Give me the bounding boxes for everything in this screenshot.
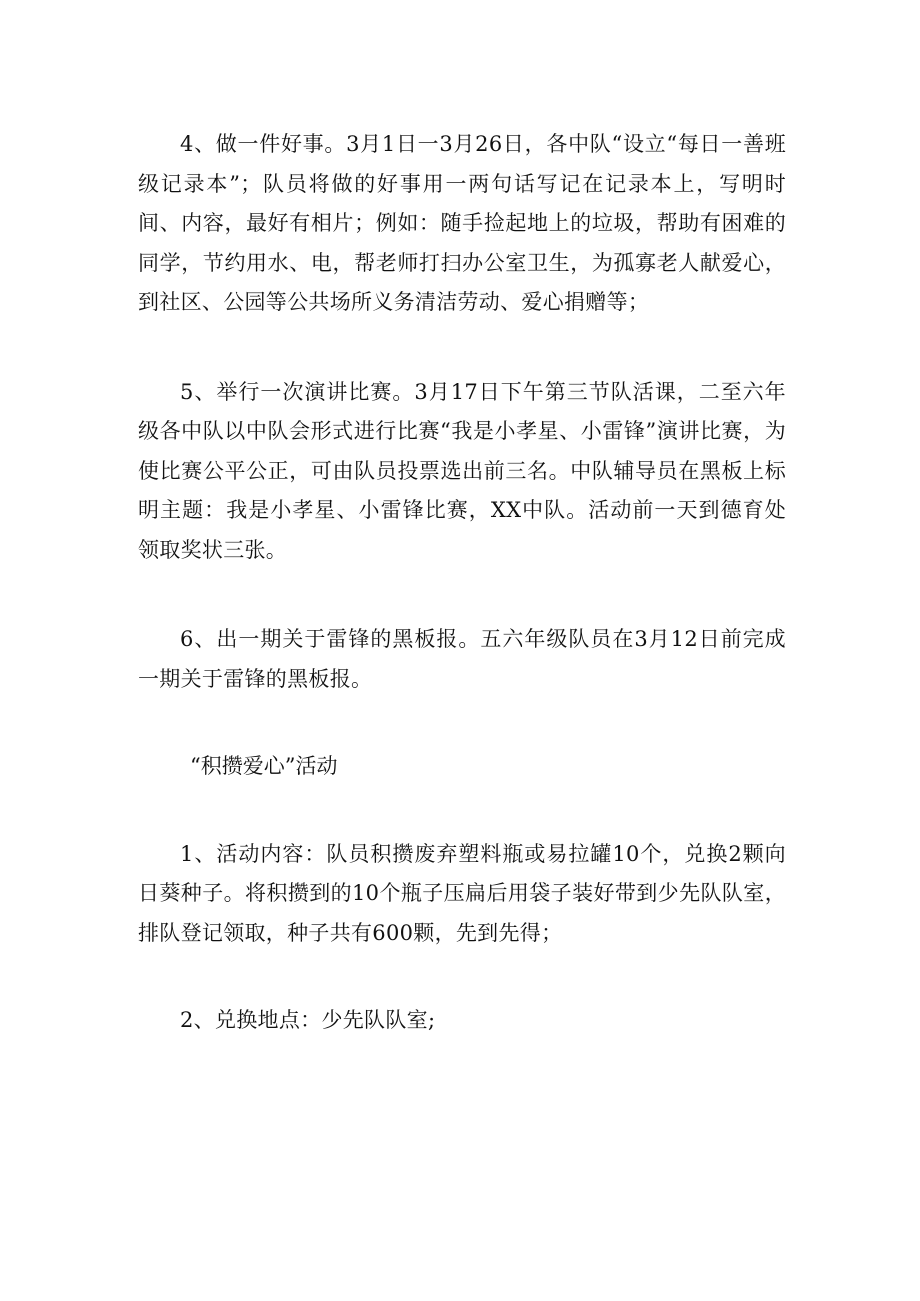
paragraph-item-4: 4、做一件好事。3月1日一3月26日，各中队“设立“每日一善班级记录本”；队员将做的好事用一两句话写记在记录本上，写明时间、内容，最好有相片；例如：随手捡起地上的垃圾，帮助有困难的同学，节约用水、电，帮老师打扫办公室卫生，为孤寡老人献爱心，到社区、公园等公共场所义务清洁劳动、爱心捐赠等； xyxy=(138,132,786,314)
paragraph-item-5: 5、举行一次演讲比赛。3月17日下午第三节队活课，二至六年级各中队以中队会形式进行比赛“我是小孝星、小雷锋”演讲比赛，为使比赛公平公正，可由队员投票选出前三名。中队辅导员在黑板上标明主题：我是小孝星、小雷锋比赛，XX中队。活动前一天到德育处领取奖状三张。 xyxy=(138,379,786,562)
paragraph-activity-content: 1、活动内容：队员积攒废弃塑料瓶或易拉罐10个，兑换2颗向日葵种子。将积攒到的10个瓶子压扁后用袋子装好带到少先队队室，排队登记领取，种子共有600颗，先到先得； xyxy=(138,841,786,945)
paragraph-exchange-location: 2、兑换地点：少先队队室; xyxy=(180,1008,436,1032)
section-heading: “积攒爱心”活动 xyxy=(190,754,338,778)
paragraph-item-6: 6、出一期关于雷锋的黑板报。五六年级队员在3月12日前完成一期关于雷锋的黑板报。 xyxy=(138,627,786,691)
document-body xyxy=(138,125,786,1041)
